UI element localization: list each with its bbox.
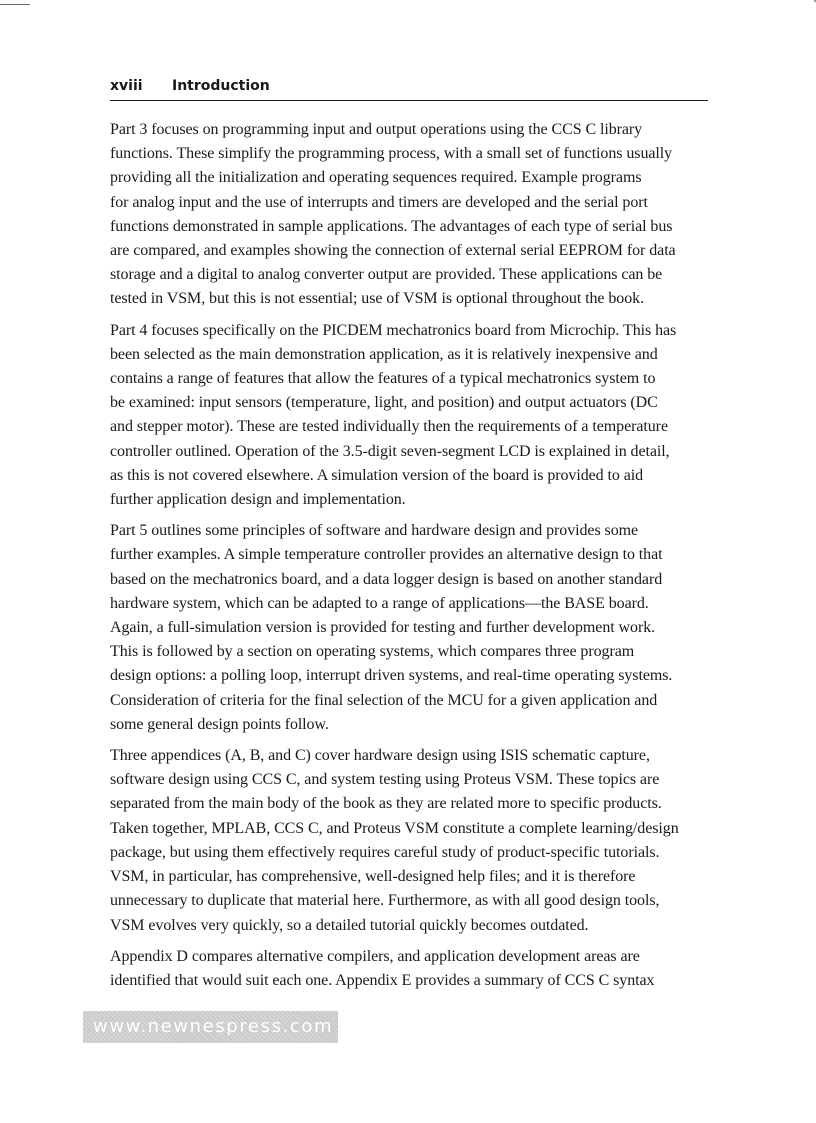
- text-line: functions demonstrated in sample applications. The advantages of each type of serial bus: [110, 217, 673, 235]
- text-line: further examples. A simple temperature controller provides an alternative design to that: [110, 546, 663, 564]
- text-line: controller outlined. Operation of the 3.5-digit seven-segment LCD is explained in detail,: [110, 442, 670, 460]
- body-text: [110, 118, 710, 1000]
- text-line: contains a range of features that allow the features of a typical mechatronics system to: [110, 370, 656, 388]
- text-line: Part 4 focuses specifically on the PICDEM mechatronics board from Microchip. This has: [110, 321, 677, 339]
- text-line: further application design and implementation.: [110, 491, 406, 509]
- page-corner-mark: [0, 4, 30, 5]
- text-line: VSM evolves very quickly, so a detailed tutorial quickly becomes outdated.: [110, 916, 589, 934]
- text-line: Again, a full-simulation version is provided for testing and further development work.: [110, 619, 656, 637]
- paragraph: [110, 519, 710, 737]
- text-line: storage and a digital to analog converter output are provided. These applications can be: [110, 266, 663, 284]
- text-line: Consideration of criteria for the final selection of the MCU for a given application and: [110, 691, 658, 709]
- paragraph: [110, 744, 710, 938]
- paragraph: [110, 945, 710, 993]
- text-line: are compared, and examples showing the connection of external serial EEPROM for data: [110, 242, 676, 260]
- text-line: VSM, in particular, has comprehensive, well-designed help files; and it is therefore: [110, 868, 636, 886]
- running-header: [110, 74, 708, 101]
- text-line: tested in VSM, but this is not essential; use of VSM is optional throughout the book.: [110, 290, 645, 308]
- text-line: providing all the initialization and operating sequences required. Example programs: [110, 169, 642, 187]
- page-number: xviii: [110, 78, 143, 94]
- paragraph: [110, 118, 710, 312]
- text-line: design options: a polling loop, interrupt driven systems, and real-time operating systems.: [110, 667, 673, 685]
- text-line: software design using CCS C, and system testing using Proteus VSM. These topics are: [110, 771, 660, 789]
- text-line: unnecessary to duplicate that material here. Furthermore, as with all good design tools,: [110, 892, 660, 910]
- section-title: Introduction: [172, 78, 270, 94]
- text-line: Taken together, MPLAB, CCS C, and Proteus VSM constitute a complete learning/design: [110, 819, 679, 837]
- text-line: Three appendices (A, B, and C) cover hardware design using ISIS schematic capture,: [110, 747, 650, 765]
- paragraph: [110, 319, 710, 513]
- text-line: based on the mechatronics board, and a data logger design is based on another standard: [110, 570, 663, 588]
- text-line: hardware system, which can be adapted to a range of applications—the BASE board.: [110, 594, 649, 612]
- text-line: Part 5 outlines some principles of software and hardware design and provides some: [110, 522, 639, 540]
- text-line: as this is not covered elsewhere. A simulation version of the board is provided to aid: [110, 466, 644, 484]
- publisher-website-banner[interactable]: www.newnespress.com: [83, 1011, 338, 1043]
- text-line: be examined: input sensors (temperature, light, and position) and output actuators (DC: [110, 394, 658, 412]
- text-line: separated from the main body of the book as they are related more to specific products.: [110, 795, 662, 813]
- text-line: Part 3 focuses on programming input and output operations using the CCS C library: [110, 121, 643, 138]
- text-line: package, but using them effectively requires careful study of product-specific tutorials.: [110, 843, 660, 861]
- text-line: for analog input and the use of interrupts and timers are developed and the serial port: [110, 193, 648, 211]
- text-line: functions. These simplify the programming process, with a small set of functions usually: [110, 145, 673, 163]
- text-line: some general design points follow.: [110, 715, 329, 733]
- text-line: This is followed by a section on operating systems, which compares three program: [110, 643, 635, 661]
- text-line: Appendix D compares alternative compilers, and application development areas are: [110, 947, 640, 965]
- text-line: been selected as the main demonstration application, as it is relatively inexpensive and: [110, 345, 658, 363]
- text-line: identified that would suit each one. Appendix E provides a summary of CCS C syntax: [110, 971, 655, 989]
- text-line: and stepper motor). These are tested individually then the requirements of a temperature: [110, 418, 668, 436]
